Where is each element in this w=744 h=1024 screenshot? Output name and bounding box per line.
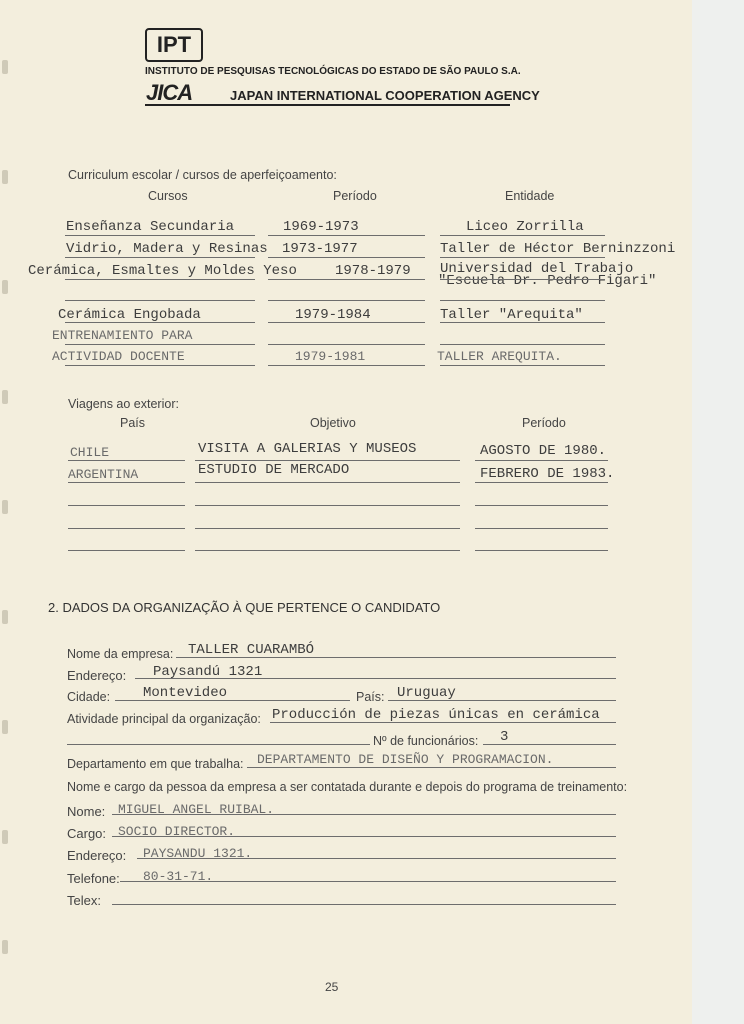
telefone-label: Telefone: (67, 871, 120, 886)
atividade-value[interactable]: Producción de piezas únicas en cerámica (272, 707, 600, 723)
travel-line (68, 505, 185, 506)
entidade-cell: Universidad del Trabajo (440, 261, 634, 277)
entidade-cell: Taller de Héctor Berninzzoni (440, 241, 676, 257)
curriculum-line (268, 279, 425, 280)
telefone-value[interactable]: 80-31-71. (143, 869, 214, 884)
travel-line (195, 482, 460, 483)
pais-value[interactable]: Uruguay (397, 685, 456, 701)
curso-cell: Enseñanza Secundaria (66, 219, 235, 235)
periodo-cell: 1978-1979 (335, 263, 411, 279)
curriculum-title: Curriculum escolar / cursos de aperfeiçoamento: (68, 168, 337, 182)
travel-line (475, 460, 608, 461)
header-rule (145, 104, 510, 106)
curriculum-line (440, 300, 605, 301)
curso-cell: Cerámica Engobada (58, 307, 201, 323)
cargo-value[interactable]: SOCIO DIRECTOR. (118, 824, 236, 839)
travel-line (475, 482, 608, 483)
travel-line (195, 528, 460, 529)
periodo-viagem-cell: AGOSTO DE 1980. (480, 443, 607, 459)
curriculum-line (268, 235, 425, 236)
nome-value[interactable]: MIGUEL ANGEL RUIBAL. (118, 802, 275, 817)
curriculum-line (440, 322, 605, 323)
funcionarios-line (483, 744, 616, 745)
pais-line (388, 700, 616, 701)
binding-hole (2, 610, 8, 624)
cidade-value[interactable]: Montevideo (143, 685, 228, 701)
endereco2-label: Endereço: (67, 848, 127, 863)
periodo-viagem-cell: FEBRERO DE 1983. (480, 466, 615, 482)
atividade-label: Atividade principal da organização: (67, 712, 261, 726)
curso-cell: ACTIVIDAD DOCENTE (52, 349, 185, 364)
jica-name: JAPAN INTERNATIONAL COOPERATION AGENCY (230, 88, 540, 103)
ipt-logo: IPT (145, 28, 203, 62)
nome-label: Nome: (67, 804, 106, 819)
binding-hole (2, 720, 8, 734)
curriculum-line (440, 257, 605, 258)
binding-hole (2, 830, 8, 844)
travel-line (68, 482, 185, 483)
col-cursos: Cursos (148, 189, 188, 203)
curriculum-line (65, 344, 255, 345)
entidade-cell: TALLER AREQUITA. (437, 349, 562, 364)
col-objetivo: Objetivo (310, 416, 356, 430)
objetivo-cell: ESTUDIO DE MERCADO (198, 462, 350, 478)
curriculum-line (65, 235, 255, 236)
travel-line (475, 550, 608, 551)
curso-cell: ENTRENAMIENTO PARA (52, 328, 193, 343)
binding-hole (2, 500, 8, 514)
funcionarios-value[interactable]: 3 (500, 729, 509, 745)
travel-line (475, 505, 608, 506)
col-pais: País (120, 416, 146, 430)
curriculum-line (65, 257, 255, 258)
endereco-label: Endereço: (67, 668, 127, 683)
curriculum-line (440, 344, 605, 345)
telex-label: Telex: (67, 893, 101, 908)
endereco2-value[interactable]: PAYSANDU 1321. (143, 846, 253, 861)
curriculum-line (268, 257, 425, 258)
binding-hole (2, 390, 8, 404)
col-periodo-viagem: Período (522, 416, 566, 430)
curriculum-line (268, 300, 425, 301)
objetivo-cell: VISITA A GALERIAS Y MUSEOS (198, 441, 417, 457)
periodo-cell: 1979-1984 (295, 307, 371, 323)
travel-title: Viagens ao exterior: (68, 397, 179, 411)
travel-line (195, 550, 460, 551)
empresa-label: Nome da empresa: (67, 647, 174, 661)
curriculum-line (440, 279, 605, 280)
jica-logo: JICA (146, 80, 193, 105)
travel-line (195, 505, 460, 506)
curriculum-line (268, 322, 425, 323)
travel-line (475, 528, 608, 529)
endereco2-line (137, 858, 616, 859)
periodo-cell: 1973-1977 (282, 241, 358, 257)
section-2-title: 2. DADOS DA ORGANIZAÇÃO À QUE PERTENCE O CANDIDATO (48, 600, 441, 615)
periodo-cell: 1969-1973 (283, 219, 359, 235)
empresa-line (176, 657, 616, 658)
curriculum-line (65, 365, 255, 366)
telefone-line (120, 881, 616, 882)
curriculum-line (268, 344, 425, 345)
institute-name: INSTITUTO DE PESQUISAS TECNOLÓGICAS DO ESTADO DE SÃO PAULO S.A. (145, 66, 521, 77)
col-periodo: Período (333, 189, 377, 203)
telex-line (112, 904, 616, 905)
col-entidade: Entidade (505, 189, 555, 203)
departamento-value[interactable]: DEPARTAMENTO DE DISEÑO Y PROGRAMACION. (257, 752, 554, 767)
pais-cell: ARGENTINA (68, 467, 139, 482)
binding-hole (2, 280, 8, 294)
contact-title: Nome e cargo da pessoa da empresa a ser contatada durante e depois do programa de treinamento: (67, 780, 628, 794)
curriculum-line (440, 235, 605, 236)
pais-label: País: (356, 690, 385, 704)
binding-hole (2, 60, 8, 74)
entidade-cell: Taller "Arequita" (440, 307, 583, 323)
cidade-label: Cidade: (67, 690, 111, 704)
cargo-label: Cargo: (67, 826, 107, 841)
pais-cell: CHILE (70, 445, 110, 460)
curriculum-line (65, 300, 255, 301)
periodo-cell: 1979-1981 (295, 349, 366, 364)
travel-line (68, 460, 185, 461)
entidade-cell: Liceo Zorrilla (466, 219, 584, 235)
travel-line (68, 550, 185, 551)
curriculum-line (65, 322, 255, 323)
endereco-value[interactable]: Paysandú 1321 (153, 664, 263, 680)
empresa-value[interactable]: TALLER CUARAMBÓ (188, 642, 315, 658)
curriculum-line (268, 365, 425, 366)
cargo-line (112, 836, 616, 837)
atividade-line (270, 722, 616, 723)
curriculum-line (65, 279, 255, 280)
departamento-label: Departamento em que trabalha: (67, 757, 244, 771)
travel-line (195, 460, 460, 461)
endereco-line (135, 678, 616, 679)
funcionarios-label: Nº de funcionários: (373, 734, 479, 748)
travel-line (68, 528, 185, 529)
departamento-line (247, 767, 616, 768)
curriculum-line (440, 365, 605, 366)
nome-line (112, 814, 616, 815)
page-number: 25 (325, 980, 339, 994)
binding-hole (2, 940, 8, 954)
curso-cell: Vidrio, Madera y Resinas (66, 241, 268, 257)
curso-cell: Cerámica, Esmaltes y Moldes Yeso (28, 263, 297, 279)
page-edge (692, 0, 744, 1024)
cidade-line (115, 700, 350, 701)
entidade-cell-2: "Escuela Dr. Pedro Figari" (438, 273, 657, 289)
atividade-line-2 (67, 744, 370, 745)
binding-hole (2, 170, 8, 184)
